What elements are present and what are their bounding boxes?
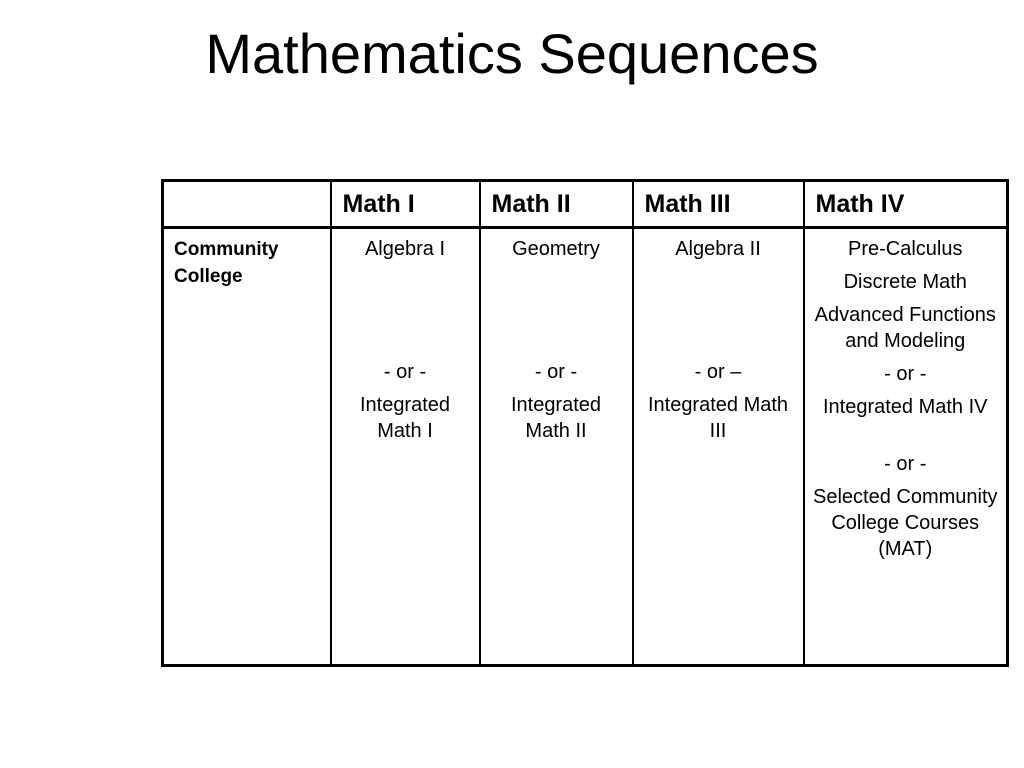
slide-title: Mathematics Sequences (205, 22, 819, 85)
cell-math-i (331, 228, 480, 666)
or-separator: - or – (694, 361, 742, 383)
or-separator: - or - (534, 361, 578, 383)
course-integrated-math-i: Integrated Math I (359, 394, 451, 442)
header-row (163, 181, 1008, 228)
community-college-row (163, 228, 1008, 666)
or-separator: - or - (884, 363, 927, 385)
course-pre-calculus: Pre-Calculus (848, 238, 963, 260)
course-algebra-ii: Algebra II (675, 238, 761, 260)
header-math-ii: Math II (480, 181, 633, 228)
header-math-iii: Math III (633, 181, 804, 228)
cell-math-iii (633, 228, 804, 666)
course-advanced-functions: Advanced Functions and Modeling (814, 304, 996, 352)
cell-math-ii (480, 228, 633, 666)
course-discrete-math: Discrete Math (843, 271, 967, 293)
sequence-table (161, 179, 1009, 667)
course-community-college-mat: Selected Community College Courses (MAT) (812, 486, 998, 560)
course-integrated-math-iii: Integrated Math III (647, 394, 789, 442)
course-algebra-i: Algebra I (364, 238, 446, 260)
header-math-iv: Math IV (804, 181, 1008, 228)
course-integrated-math-iv: Integrated Math IV (822, 396, 988, 418)
row-label-line2: College (174, 266, 243, 287)
row-label-line1: Community (174, 239, 279, 260)
or-separator: - or - (884, 453, 927, 475)
cell-math-iv (804, 228, 1008, 666)
row-label (163, 228, 331, 666)
header-math-i: Math I (331, 181, 480, 228)
course-geometry: Geometry (512, 238, 600, 260)
or-separator: - or - (383, 361, 427, 383)
course-integrated-math-ii: Integrated Math II (510, 394, 602, 442)
header-empty-cell (163, 181, 331, 228)
